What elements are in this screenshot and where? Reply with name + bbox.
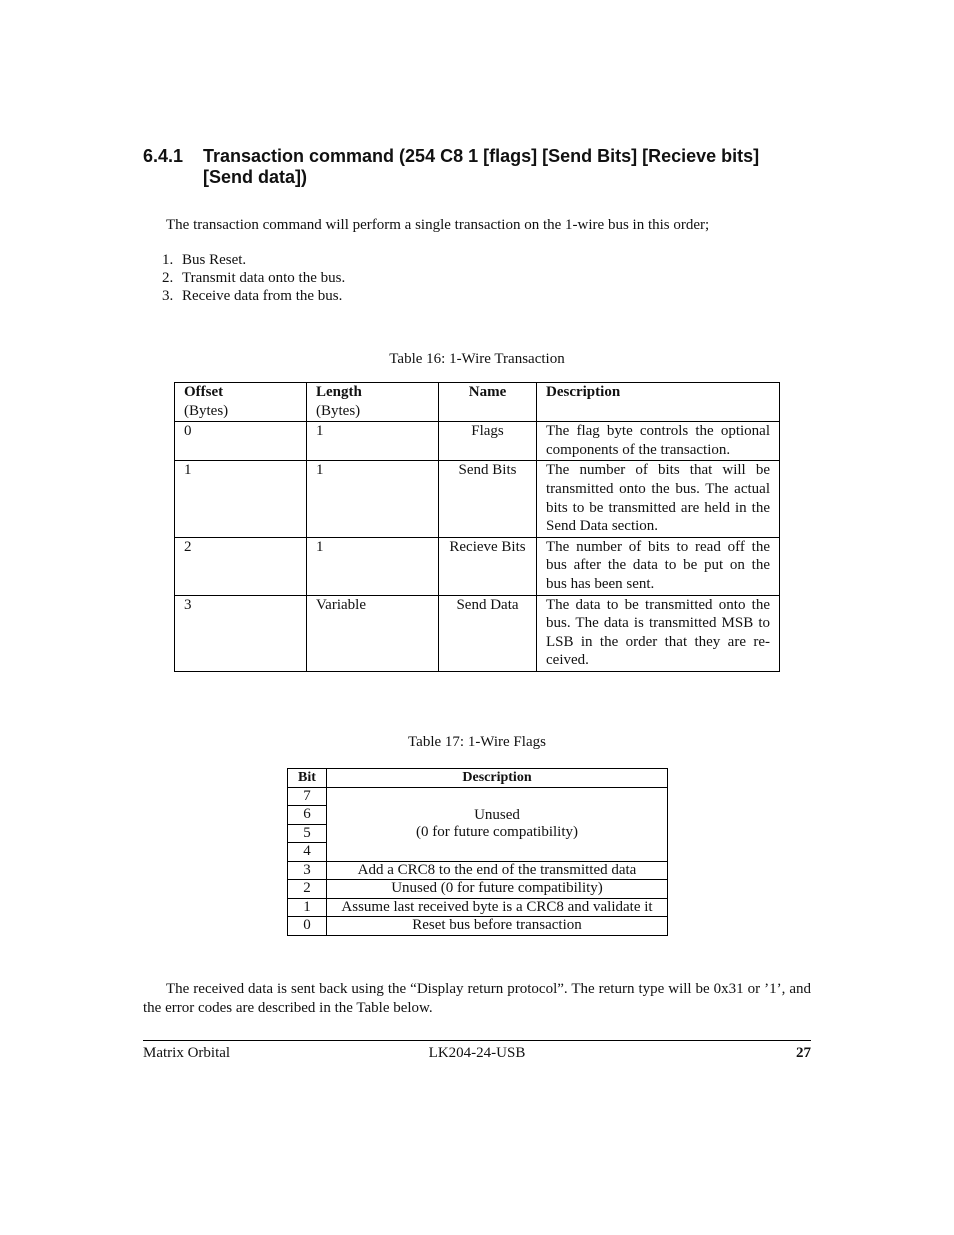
closing-paragraph: The received data is sent back using the “Display return protocol”. The return type will be 0x31 or ’1’, and the error codes are described in the Table below. [143,981,811,1016]
header-length: Length (Bytes) [307,383,439,422]
cell-bit: 6 [288,806,327,825]
section-heading [143,146,803,188]
list-item: 2. Transmit data onto the bus. [162,270,346,286]
cell-unused-description: Unused (0 for future compatibility) [327,787,668,861]
table16-caption: Table 16: 1-Wire Transaction [389,351,565,367]
cell-offset: 1 [175,461,307,537]
cell-bit: 3 [288,861,327,880]
cell-description: The number of bits to read off the bus after the data to be put on the bus has been sent. [537,537,780,595]
table-row [175,595,780,671]
table-row [288,880,668,899]
flags-table [287,768,668,936]
header-description: Description [327,769,668,788]
cell-bit: 7 [288,787,327,806]
header-bit: Bit [288,769,327,788]
cell-length: 1 [307,461,439,537]
intro-paragraph: The transaction command will perform a single transaction on the 1-wire bus in this order; [166,217,710,233]
cell-bit: 4 [288,843,327,862]
table-row [175,422,780,461]
footer-model: LK204-24-USB [428,1045,526,1061]
cell-description: The number of bits that will be transmitted onto the bus. The actual bits to be transmitted are held in the Send Data section. [537,461,780,537]
cell-bit: 0 [288,917,327,936]
page-footer [143,1045,811,1065]
cell-description: Add a CRC8 to the end of the transmitted data [327,861,668,880]
cell-offset: 3 [175,595,307,671]
footer-divider [143,1040,811,1041]
transaction-table [174,382,780,672]
cell-description: Assume last received byte is a CRC8 and validate it [327,898,668,917]
table-row [288,898,668,917]
cell-description: The flag byte controls the optional components of the transaction. [537,422,780,461]
steps-list [162,251,345,305]
table-header-row [288,769,668,788]
list-item: 1. Bus Reset. [162,252,247,268]
cell-offset: 0 [175,422,307,461]
header-description: Description [537,383,780,422]
cell-offset: 2 [175,537,307,595]
cell-length: 1 [307,537,439,595]
cell-length: Variable [307,595,439,671]
table17-caption: Table 17: 1-Wire Flags [408,734,546,750]
cell-description: The data to be transmitted onto the bus. The data is transmitted MSB to LSB in the order that they are re- ceived. [537,595,780,671]
cell-bit: 2 [288,880,327,899]
table-row [175,461,780,537]
cell-bit: 1 [288,898,327,917]
table-row [288,917,668,936]
footer-company: Matrix Orbital [143,1045,231,1061]
cell-bit: 5 [288,824,327,843]
table-row [288,861,668,880]
cell-length: 1 [307,422,439,461]
section-title: Transaction command (254 C8 1 [flags] [Send Bits] [Recieve bits] [Send data]) [203,146,760,187]
table-header-row [175,383,780,422]
list-item: 3. Receive data from the bus. [162,288,343,304]
cell-description: Reset bus before transaction [327,917,668,936]
header-name: Name [439,383,537,422]
cell-name: Send Data [439,595,537,671]
header-offset: Offset (Bytes) [175,383,307,422]
table-row [175,537,780,595]
cell-name: Recieve Bits [439,537,537,595]
section-number: 6.4.1 [143,146,184,166]
cell-name: Flags [439,422,537,461]
table-row [288,787,668,806]
page-number: 27 [796,1045,811,1061]
cell-name: Send Bits [439,461,537,537]
cell-description: Unused (0 for future compatibility) [327,880,668,899]
